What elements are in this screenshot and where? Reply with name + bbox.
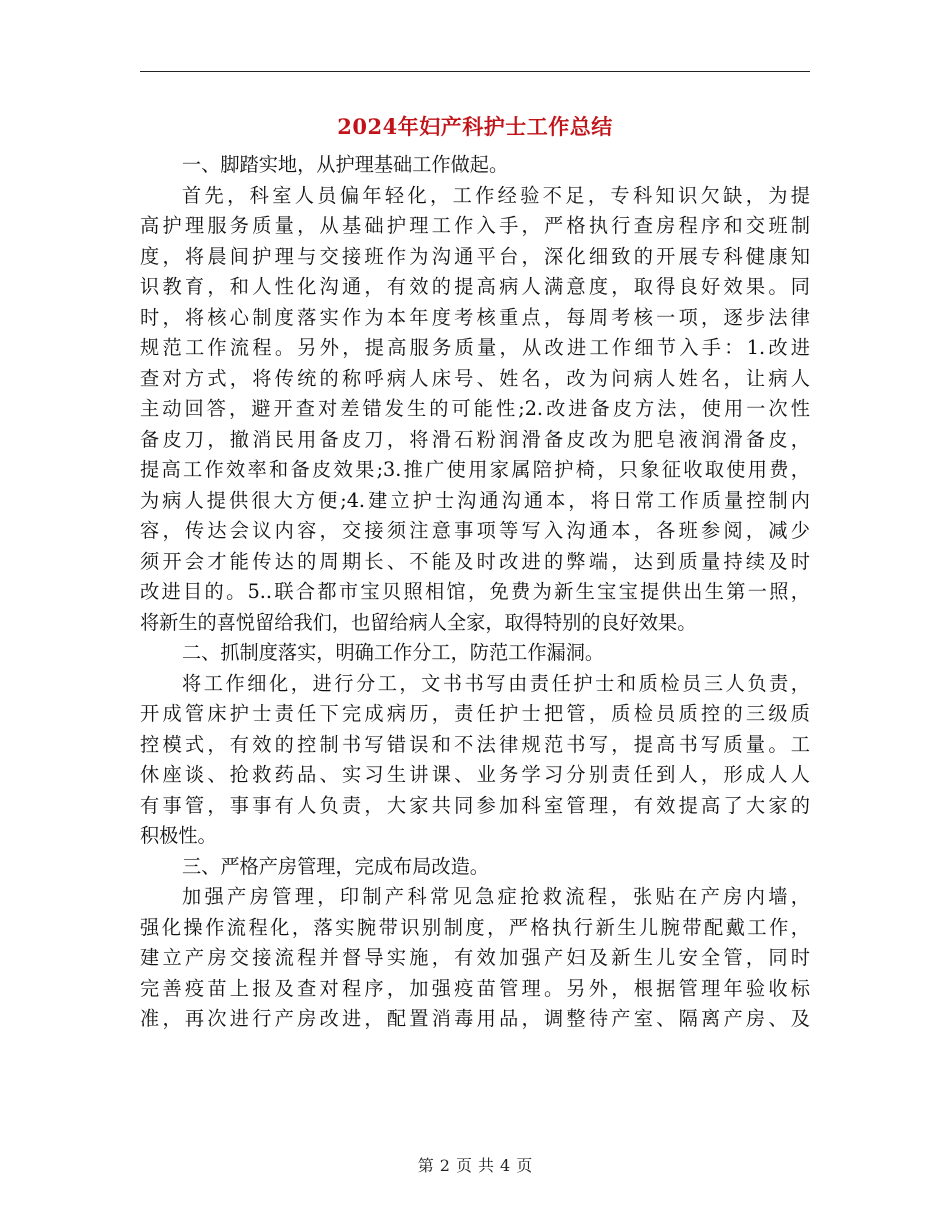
- text-line: 改进目的。5..联合都市宝贝照相馆，免费为新生宝宝提供出生第一照，: [140, 580, 810, 603]
- text-line: 首先，科室人员偏年轻化，工作经验不足，专科知识欠缺，为提: [182, 183, 810, 207]
- text-line: 建立产房交接流程并督导实施，有效加强产妇及新生儿安全管，同时: [140, 946, 810, 969]
- text-line: 度，将晨间护理与交接班作为沟通平台，深化细致的开展专科健康知: [140, 244, 810, 268]
- text-line: 准，再次进行产房改进，配置消毒用品，调整待产室、隔离产房、及: [140, 1007, 810, 1030]
- page-footer: [0, 1153, 950, 1176]
- footer-total-unit: 页: [516, 1156, 533, 1175]
- text-line: 有事管，事事有人负责，大家共同参加科室管理，有效提高了大家的: [140, 793, 810, 817]
- document-title: 2024年妇产科护士工作总结: [337, 114, 613, 139]
- text-line: 将新生的喜悦留给我们，也留给病人全家，取得特别的良好效果。: [140, 610, 697, 634]
- text-line: 二、抓制度落实，明确工作分工，防范工作漏洞。: [182, 641, 605, 664]
- text-line: 识教育，和人性化沟通，有效的提高病人满意度，取得良好效果。同: [140, 275, 810, 298]
- text-line: 开成管床护士责任下完成病历，责任护士把管，质检员质控的三级质: [140, 702, 810, 725]
- text-line: 提高工作效率和备皮效果;3.推广使用家属陪护椅，只象征收取使用费，: [140, 458, 810, 481]
- text-line: 主动回答，避开查对差错发生的可能性;2.改进备皮方法，使用一次性: [140, 397, 810, 420]
- text-line: 规范工作流程。另外，提高服务质量，从改进工作细节入手：1.改进: [140, 336, 810, 359]
- text-line: 查对方式，将传统的称呼病人床号、姓名，改为问病人姓名，让病人: [140, 366, 810, 390]
- text-line: 休座谈、抢救药品、实习生讲课、业务学习分别责任到人，形成人人: [140, 763, 810, 786]
- footer-prefix: 第: [417, 1156, 434, 1175]
- text-line: 强化操作流程化，落实腕带识别制度，严格执行新生儿腕带配戴工作，: [140, 915, 810, 939]
- header-rule: [140, 71, 810, 72]
- text-line: 备皮刀，撤消民用备皮刀，将滑石粉润滑备皮改为肥皂液润滑备皮，: [140, 427, 810, 451]
- text-line: 为病人提供很大方便;4.建立护士沟通沟通本，将日常工作质量控制内: [140, 488, 810, 512]
- footer-page-number: 2: [439, 1156, 450, 1175]
- text-line: 三、严格产房管理，完成布局改造。: [182, 854, 489, 878]
- footer-page-unit: 页: [455, 1156, 472, 1175]
- text-line: 完善疫苗上报及查对程序，加强疫苗管理。另外，根据管理年验收标: [140, 976, 810, 1000]
- text-line: 高护理服务质量，从基础护理工作入手，严格执行查房程序和交班制: [140, 214, 810, 237]
- text-line: 控模式，有效的控制书写错误和不法律规范书写，提高书写质量。工: [140, 732, 810, 756]
- text-line: 时，将核心制度落实作为本年度考核重点，每周考核一项，逐步法律: [140, 305, 810, 329]
- footer-total-pages: 4: [500, 1156, 511, 1175]
- text-line: 一、脚踏实地，从护理基础工作做起。: [182, 153, 509, 176]
- document-body: [140, 150, 810, 1035]
- text-line: 积极性。: [140, 824, 217, 847]
- text-line: 须开会才能传达的周期长、不能及时改进的弊端，达到质量持续及时: [140, 549, 810, 573]
- text-line: 将工作细化，进行分工，文书书写由责任护士和质检员三人负责，: [182, 671, 810, 695]
- text-line: 加强产房管理，印制产科常见急症抢救流程，张贴在产房内墙，: [182, 885, 810, 908]
- text-line: 容，传达会议内容，交接须注意事项等写入沟通本，各班参阅，减少: [140, 519, 810, 542]
- footer-total-prefix: 共: [478, 1156, 495, 1175]
